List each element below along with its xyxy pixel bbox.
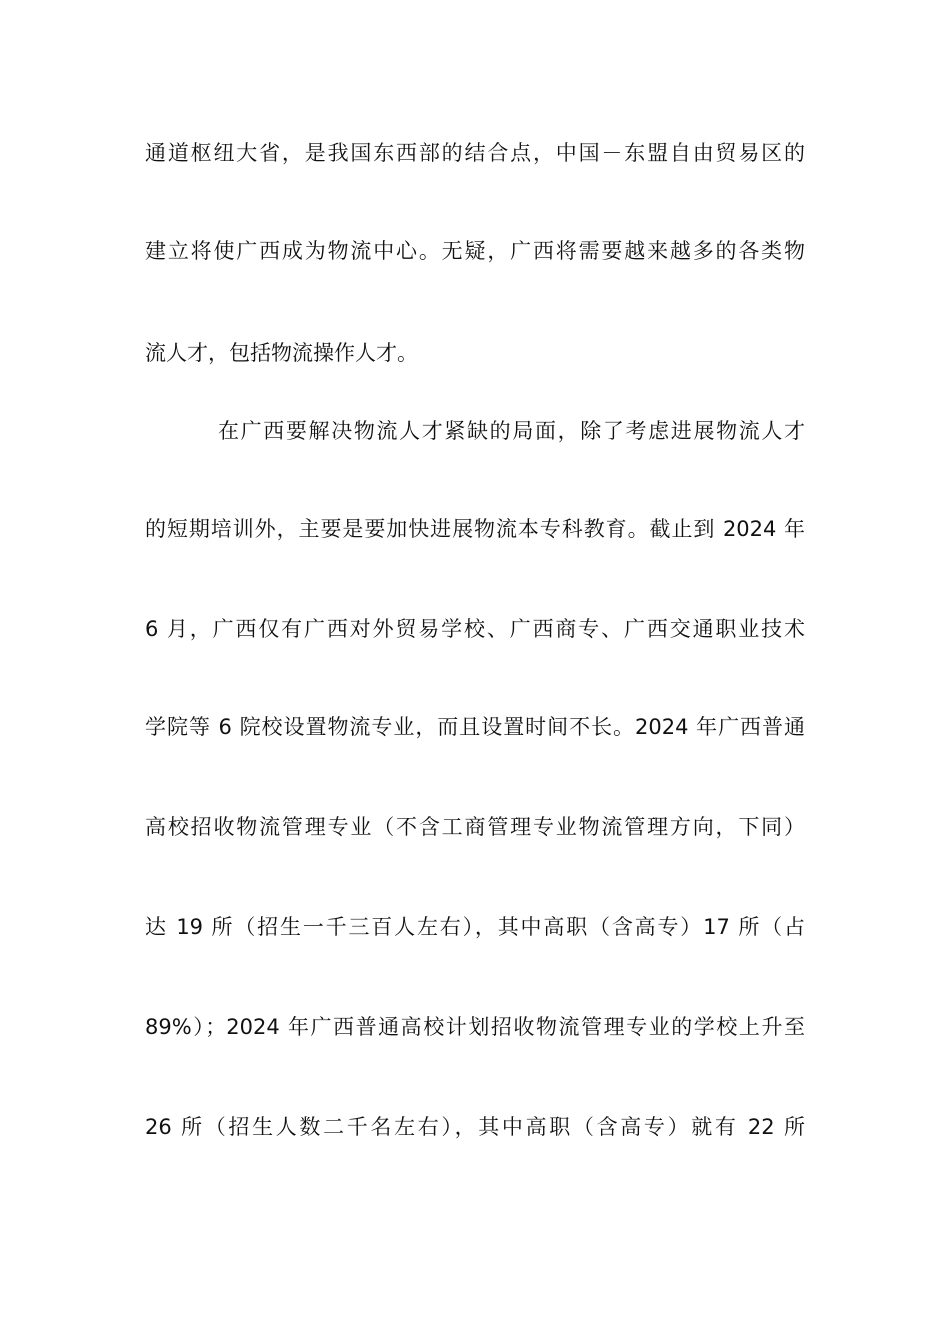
text-line-5: 的短期培训外，主要是要加快进展物流本专科教育。截止到 2024 年	[145, 517, 805, 541]
text-line-3: 流人才，包括物流操作人才。	[145, 341, 418, 365]
text-line-9: 达 19 所（招生一千三百人左右），其中高职（含高专）17 所（占	[145, 915, 805, 939]
text-line-1: 通道枢纽大省，是我国东西部的结合点，中国－东盟自由贸易区的	[145, 141, 805, 165]
text-line-7: 学院等 6 院校设置物流专业，而且设置时间不长。2024 年广西普通	[145, 715, 805, 739]
text-line-6: 6 月，广西仅有广西对外贸易学校、广西商专、广西交通职业技术	[145, 617, 805, 641]
text-line-4: 在广西要解决物流人才紧缺的局面，除了考虑进展物流人才	[218, 419, 805, 443]
text-line-8: 高校招收物流管理专业（不含工商管理专业物流管理方向，下同）	[145, 815, 805, 839]
text-line-2: 建立将使广西成为物流中心。无疑，广西将需要越来越多的各类物	[145, 239, 805, 263]
text-line-11: 26 所（招生人数二千名左右），其中高职（含高专）就有 22 所	[145, 1115, 805, 1139]
text-line-10: 89%）；2024 年广西普通高校计划招收物流管理专业的学校上升至	[145, 1015, 805, 1039]
